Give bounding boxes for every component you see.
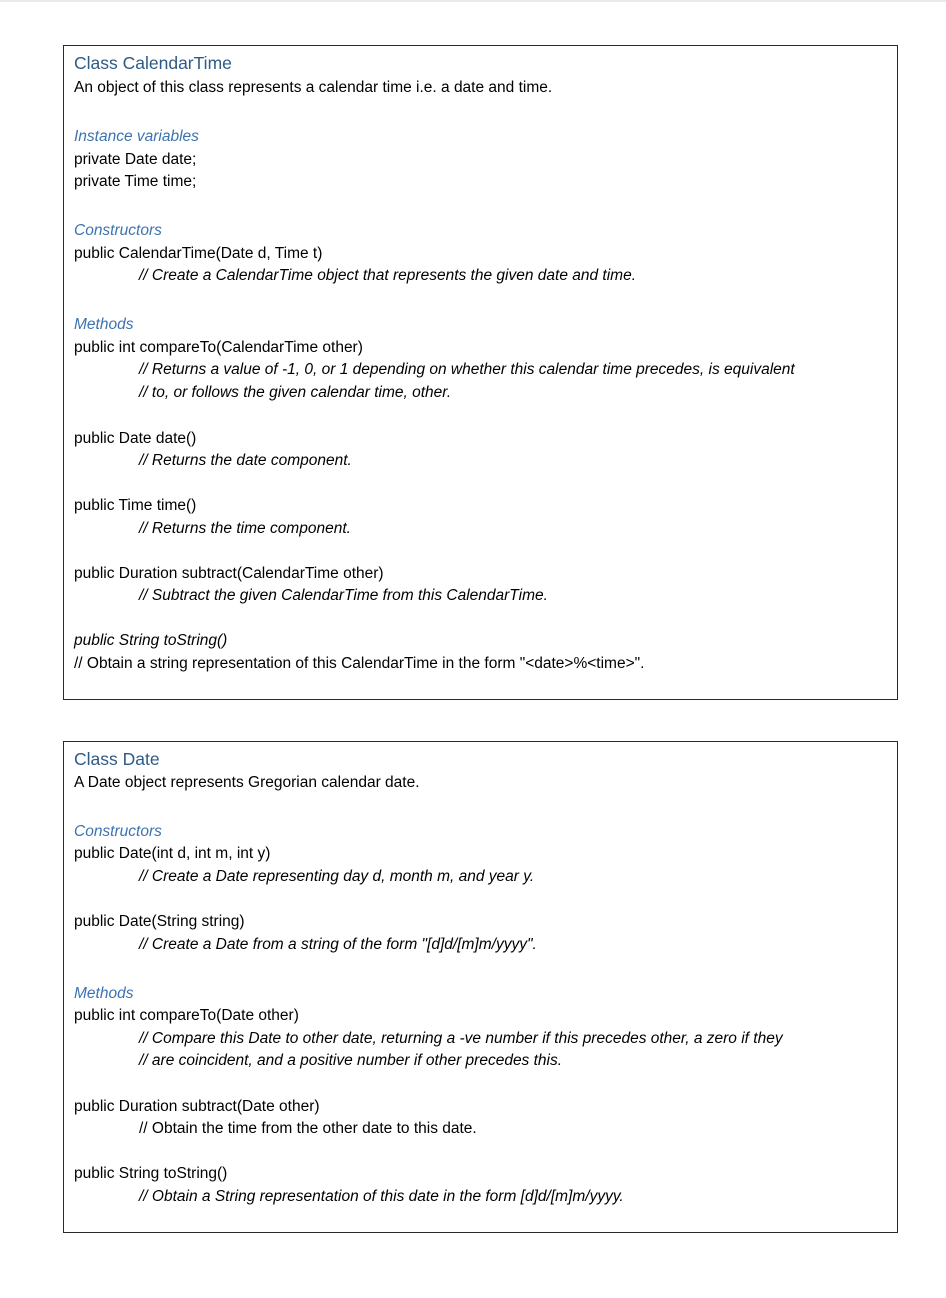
- date-method-compareto-comment-line1: // Compare this Date to other date, returning a -ve number if this precedes other, a zero if they: [139, 1030, 783, 1047]
- instance-variable-date: private Date date;: [74, 151, 197, 168]
- method-time-signature: public Time time(): [74, 497, 197, 514]
- method-tostring-comment: // Obtain a string representation of this CalendarTime in the form "<date>%<time>".: [74, 655, 645, 672]
- class-calendartime-title: Class CalendarTime: [74, 53, 232, 73]
- instance-variable-time: private Time time;: [74, 173, 197, 190]
- calendartime-constructor-comment: // Create a CalendarTime object that represents the given date and time.: [139, 267, 636, 284]
- date-constructor-1-comment: // Create a Date representing day d, month m, and year y.: [139, 868, 535, 885]
- method-subtract-signature: public Duration subtract(CalendarTime other): [74, 565, 384, 582]
- date-method-tostring-comment: // Obtain a String representation of this date in the form [d]d/[m]m/yyyy.: [139, 1188, 624, 1205]
- date-constructors-heading: Constructors: [74, 823, 162, 840]
- instance-variables-heading: Instance variables: [74, 128, 199, 145]
- calendartime-constructor-signature: public CalendarTime(Date d, Time t): [74, 245, 323, 262]
- date-method-subtract-comment: // Obtain the time from the other date to this date.: [139, 1120, 477, 1137]
- method-date-comment: // Returns the date component.: [139, 452, 352, 469]
- method-time-comment: // Returns the time component.: [139, 520, 351, 537]
- method-compareto-comment-line1: // Returns a value of -1, 0, or 1 depending on whether this calendar time precedes, is equivalent: [139, 361, 795, 378]
- date-methods-heading: Methods: [74, 985, 134, 1002]
- method-compareto-signature: public int compareTo(CalendarTime other): [74, 339, 363, 356]
- method-subtract-comment: // Subtract the given CalendarTime from this CalendarTime.: [139, 587, 548, 604]
- date-constructor-2-signature: public Date(String string): [74, 913, 245, 930]
- class-calendartime-box: [63, 45, 898, 700]
- date-method-compareto-comment-line2: // are coincident, and a positive number if other precedes this.: [139, 1052, 563, 1069]
- class-date-box: [63, 741, 898, 1233]
- method-date-signature: public Date date(): [74, 430, 197, 447]
- date-constructor-2-comment: // Create a Date from a string of the form "[d]d/[m]m/yyyy".: [139, 936, 537, 953]
- date-method-compareto-signature: public int compareTo(Date other): [74, 1007, 299, 1024]
- method-compareto-comment-line2: // to, or follows the given calendar time, other.: [139, 384, 452, 401]
- date-method-tostring-signature: public String toString(): [74, 1165, 228, 1182]
- date-constructor-1-signature: public Date(int d, int m, int y): [74, 845, 271, 862]
- class-date-description: A Date object represents Gregorian calendar date.: [74, 774, 420, 791]
- top-rule: [0, 0, 946, 2]
- method-tostring-signature: public String toString(): [74, 632, 228, 649]
- calendartime-constructors-heading: Constructors: [74, 222, 162, 239]
- class-date-title: Class Date: [74, 749, 160, 769]
- date-method-subtract-signature: public Duration subtract(Date other): [74, 1098, 320, 1115]
- class-calendartime-description: An object of this class represents a calendar time i.e. a date and time.: [74, 79, 553, 96]
- calendartime-methods-heading: Methods: [74, 316, 134, 333]
